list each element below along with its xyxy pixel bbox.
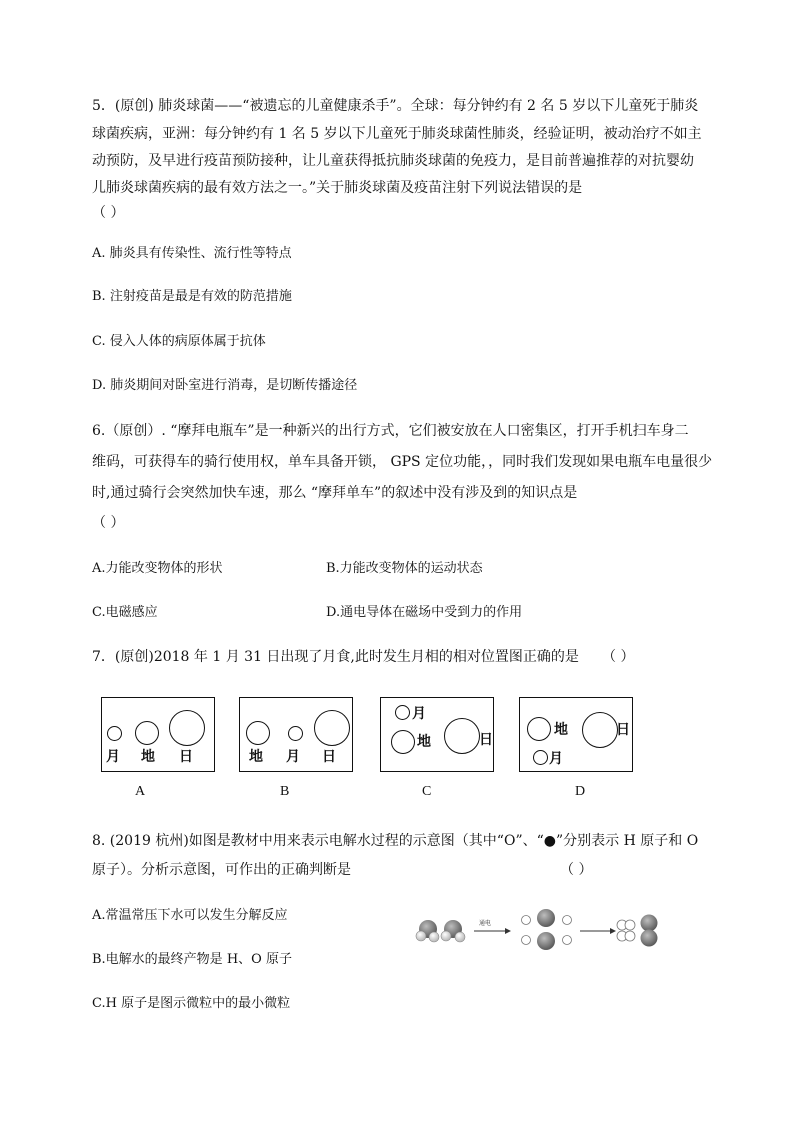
earth-label: 地 bbox=[141, 749, 155, 765]
q5-option-c: C. 侵入人体的病原体属于抗体 bbox=[92, 334, 266, 349]
q6-line-2: 维码，可获得车的骑行使用权，单车具备开锁， GPS 定位功能，，同时我们发现如果电瓶车电量很少 bbox=[92, 454, 713, 470]
q6-option-d: D.通电导体在磁场中受到力的作用 bbox=[326, 605, 523, 620]
sun-circle bbox=[582, 712, 618, 748]
sun-label: 日 bbox=[616, 722, 630, 738]
q5-line-1: 5．(原创) 肺炎球菌——“被遗忘的儿童健康杀手”。全球：每分钟约有 2 名 5 岁以下儿童死于肺炎 bbox=[92, 98, 699, 114]
sun-label: 日 bbox=[479, 732, 493, 748]
q8-answer-bracket: （ ） bbox=[560, 862, 593, 878]
q6-option-c: C.电磁感应 bbox=[92, 605, 158, 620]
q8-option-c: C.H 原子是图示微粒中的最小微粒 bbox=[92, 996, 291, 1011]
q5-option-b: B. 注射疫苗是最是有效的防范措施 bbox=[92, 289, 292, 304]
q8-line-2: 原子）。分析示意图，可作出的正确判断是 bbox=[92, 862, 351, 878]
moon-label: 月 bbox=[106, 749, 120, 765]
q8-line-1: 8. (2019 杭州)如图是教材中用来表示电解水过程的示意图（其中“O”、“●”分别表示 H 原子和 O bbox=[92, 833, 699, 849]
q6-line-1: 6.（原创）. “摩拜电瓶车”是一种新兴的出行方式，它们被安放在人口密集区，打开手机扫车身二 bbox=[92, 423, 689, 439]
earth-label: 地 bbox=[417, 734, 431, 750]
q5-line-2: 球菌疾病，亚洲：每分钟约有 1 名 5 岁以下儿童死于肺炎球菌性肺炎，经验证明，被动治疗不如主 bbox=[92, 126, 702, 142]
q7-answer-bracket: （ ） bbox=[602, 649, 635, 665]
q6-answer-bracket: （ ） bbox=[92, 515, 125, 531]
q6-line-3: 时,通过骑行会突然加快车速，那么 “摩拜单车”的叙述中没有涉及到的知识点是 bbox=[92, 485, 578, 501]
q8-option-b: B.电解水的最终产物是 H、O 原子 bbox=[92, 952, 292, 967]
sun-circle bbox=[169, 710, 205, 746]
electrolysis-diagram bbox=[410, 905, 675, 951]
earth-circle bbox=[391, 730, 415, 754]
energize-arrow bbox=[474, 919, 511, 934]
q7-figure-c bbox=[380, 697, 494, 772]
q8-option-a: A.常温常压下水可以发生分解反应 bbox=[92, 908, 288, 923]
earth-label: 地 bbox=[554, 722, 568, 738]
q7-text: 7．(原创)2018 年 1 月 31 日出现了月食,此时发生月相的相对位置图正确的是 bbox=[92, 649, 579, 665]
q5-answer-bracket: （ ） bbox=[92, 205, 125, 221]
earth-circle bbox=[135, 721, 159, 745]
separated-atoms bbox=[522, 909, 572, 950]
moon-label: 月 bbox=[549, 751, 563, 767]
reaction-arrow bbox=[580, 928, 616, 934]
earth-circle bbox=[246, 721, 270, 745]
moon-label: 月 bbox=[286, 749, 300, 765]
q5-option-d: D. 肺炎期间对卧室进行消毒，是切断传播途径 bbox=[92, 378, 358, 393]
earth-circle bbox=[527, 717, 551, 741]
q7-figure-b-label: B bbox=[280, 784, 290, 799]
moon-circle bbox=[288, 726, 303, 741]
moon-circle bbox=[533, 750, 548, 765]
sun-circle bbox=[314, 710, 350, 746]
q7-figure-d bbox=[519, 697, 633, 772]
q7-figure-a-label: A bbox=[135, 784, 146, 799]
q7-figure-b bbox=[239, 697, 353, 772]
sun-label: 日 bbox=[179, 749, 193, 765]
q6-option-b: B.力能改变物体的运动状态 bbox=[326, 561, 483, 576]
energize-label: 通电 bbox=[479, 920, 492, 927]
q5-line-4: 儿肺炎球菌疾病的最有效方法之一。”关于肺炎球菌及疫苗注射下列说法错误的是 bbox=[92, 180, 583, 196]
moon-label: 月 bbox=[412, 706, 426, 722]
q5-option-a: A. 肺炎具有传染性、流行性等特点 bbox=[92, 246, 292, 261]
q7-figure-a bbox=[101, 697, 215, 772]
water-molecule-1 bbox=[416, 920, 439, 942]
q7-figure-c-label: C bbox=[422, 784, 432, 799]
sun-label: 日 bbox=[322, 749, 336, 765]
sun-circle bbox=[444, 718, 480, 754]
q6-option-a: A.力能改变物体的形状 bbox=[92, 561, 223, 576]
q7-figure-d-label: D bbox=[575, 784, 586, 799]
moon-circle bbox=[395, 705, 410, 720]
q5-line-3: 动预防，及早进行疫苗预防接种，让儿童获得抵抗肺炎球菌的免疫力，是目前普遍推荐的对抗婴幼 bbox=[92, 153, 694, 169]
water-molecule-2 bbox=[441, 920, 465, 942]
earth-label: 地 bbox=[249, 749, 263, 765]
product-molecules bbox=[617, 915, 658, 947]
moon-circle bbox=[107, 726, 122, 741]
